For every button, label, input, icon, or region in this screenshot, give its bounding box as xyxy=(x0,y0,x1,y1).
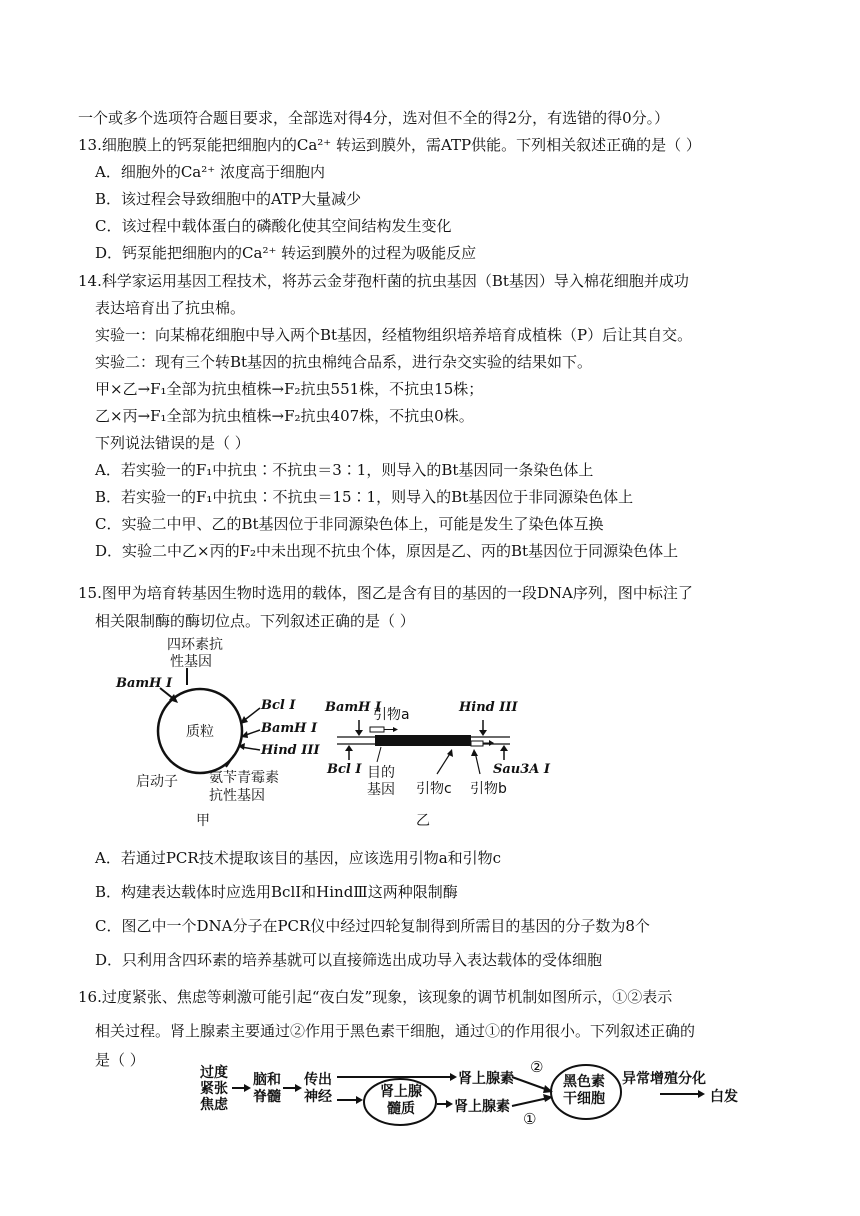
q14-experiment1: 实验一：向某棉花细胞中导入两个Bt基因，经植物组织培养培育成植株（P）后让其自交。 xyxy=(95,326,693,344)
dna-hindiii-label: Hind III xyxy=(459,700,518,715)
q15-option-c: C．图乙中一个DNA分子在PCR仪中经过四轮复制得到所需目的基因的分子数为8个 xyxy=(95,917,650,935)
q14-option-d: D．实验二中乙×丙的F₂中未出现不抗虫个体，原因是乙、丙的Bt基因位于同源染色体上 xyxy=(95,542,679,560)
q14-stem-line2: 表达培育出了抗虫棉。 xyxy=(95,299,246,317)
flow-nerve-2: 神经 xyxy=(304,1089,332,1105)
dna-primer-a-label: 引物a xyxy=(373,707,410,723)
flow-brain-2: 脊髓 xyxy=(253,1089,281,1105)
primer-b-shape xyxy=(471,741,483,746)
figure-dna-segment xyxy=(325,690,565,835)
q14-option-a: A．若实验一的F₁中抗虫∶不抗虫＝3∶1，则导入的Bt基因同一条染色体上 xyxy=(95,461,594,479)
flow-nerve xyxy=(304,1072,332,1106)
q13-option-a: A．细胞外的Ca²⁺ 浓度高于细胞内 xyxy=(95,163,325,181)
q14-option-b: B．若实验一的F₁中抗虫∶不抗虫＝15∶1，则导入的Bt基因位于非同源染色体上 xyxy=(95,488,634,506)
flow-stem-cell-1: 黑色素 xyxy=(563,1074,605,1090)
q14-cross2: 乙×丙→F₁全部为抗虫植株→F₂抗虫407株，不抗虫0株。 xyxy=(95,407,474,425)
flow-medulla-2: 髓质 xyxy=(387,1101,415,1117)
flow-white-hair: 白发 xyxy=(710,1089,738,1105)
q15-option-d: D．只利用含四环素的培养基就可以直接筛选出成功导入表达载体的受体细胞 xyxy=(95,951,603,969)
dna-bamhi-label: BamH I xyxy=(325,700,382,715)
q16-stem-line3: 是（ ） xyxy=(95,1051,145,1069)
figure-white-hair-flow xyxy=(190,1060,750,1140)
q14-stem-line1: 14.科学家运用基因工程技术，将苏云金芽孢杆菌的抗虫基因（Bt基因）导入棉花细胞并成功 xyxy=(78,272,689,290)
primer-a-shape xyxy=(370,727,384,732)
plasmid-amp-label-2: 抗性基因 xyxy=(209,788,265,804)
flow-medulla-1: 肾上腺 xyxy=(380,1084,422,1100)
dna-gene-label-2: 基因 xyxy=(367,782,395,798)
dna-primer-c-label: 引物c xyxy=(416,781,452,797)
q14-ask: 下列说法错误的是（ ） xyxy=(95,434,250,452)
plasmid-promoter-label: 启动子 xyxy=(136,774,178,790)
flow-stimulus-1: 过度 xyxy=(200,1065,228,1081)
amp-pointer-line xyxy=(226,755,234,767)
flow-nerve-1: 传出 xyxy=(304,1072,332,1088)
flow-abnormal: 异常增殖分化 xyxy=(622,1071,706,1087)
flow-brain xyxy=(253,1072,281,1106)
plasmid-bamhi-label: BamH I xyxy=(116,676,173,691)
flow-medulla xyxy=(380,1084,422,1118)
q13-option-b: B．该过程会导致细胞中的ATP大量减少 xyxy=(95,190,362,208)
plasmid-bamhi2-label: BamH I xyxy=(261,721,318,736)
primer-c-shape xyxy=(453,741,465,746)
flow-epinephrine-bottom: 肾上腺素 xyxy=(454,1099,510,1115)
flow-stimulus-2: 紧张 xyxy=(200,1081,228,1097)
figure-yi-caption: 乙 xyxy=(416,813,430,829)
q13-stem: 13.细胞膜上的钙泵能把细胞内的Ca²⁺ 转运到膜外，需ATP供能。下列相关叙述正确的是（ ） xyxy=(78,136,701,154)
section-instruction: 一个或多个选项符合题目要求，全部选对得4分，选对但不全的得2分，有选错的得0分。） xyxy=(78,109,670,127)
dna-gene-label-1: 目的 xyxy=(367,765,395,781)
flow-stimulus-3: 焦虑 xyxy=(200,1097,228,1113)
flow-stem-cell-2: 干细胞 xyxy=(563,1091,605,1107)
dna-bcli-label: Bcl I xyxy=(327,762,362,777)
q13-option-c: C．该过程中载体蛋白的磷酸化使其空间结构发生变化 xyxy=(95,217,452,235)
plasmid-bcli-label: Bcl I xyxy=(261,698,296,713)
q14-option-c: C．实验二中甲、乙的Bt基因位于非同源染色体上，可能是发生了染色体互换 xyxy=(95,515,604,533)
plasmid-tet-label-1: 四环素抗 xyxy=(167,637,223,653)
flow-epinephrine-top: 肾上腺素 xyxy=(458,1071,514,1087)
q15-option-b: B．构建表达载体时应选用BclⅠ和HindⅢ这两种限制酶 xyxy=(95,883,458,901)
dna-sau3ai-label: Sau3A I xyxy=(493,762,551,777)
q15-option-a: A．若通过PCR技术提取该目的基因，应该选用引物a和引物c xyxy=(95,849,502,867)
q14-experiment2: 实验二：现有三个转Bt基因的抗虫棉纯合品系，进行杂交实验的结果如下。 xyxy=(95,353,593,371)
flow-brain-1: 脑和 xyxy=(253,1072,281,1088)
q13-option-d: D．钙泵能把细胞内的Ca²⁺ 转运到膜外的过程为吸能反应 xyxy=(95,244,477,262)
flow-stem-cell xyxy=(563,1074,605,1108)
plasmid-center-label: 质粒 xyxy=(186,724,214,740)
q14-cross1: 甲×乙→F₁全部为抗虫植株→F₂抗虫551株，不抗虫15株； xyxy=(95,380,484,398)
dna-primer-b-label: 引物b xyxy=(470,781,507,797)
flow-mark-2: ② xyxy=(530,1058,544,1076)
flow-mark-1: ① xyxy=(523,1110,537,1128)
q15-stem-line2: 相关限制酶的酶切位点。下列叙述正确的是（ ） xyxy=(95,612,415,630)
plasmid-tet-label-2: 性基因 xyxy=(170,654,212,670)
q16-stem-line2: 相关过程。肾上腺素主要通过②作用于黑色素干细胞，通过①的作用很小。下列叙述正确的 xyxy=(95,1022,696,1040)
plasmid-hindiii-label: Hind III xyxy=(261,743,320,758)
q15-stem-line1: 15.图甲为培育转基因生物时选用的载体，图乙是含有目的基因的一段DNA序列，图中标注了 xyxy=(78,584,693,602)
flow-stimulus xyxy=(200,1065,228,1113)
plasmid-amp-label-1: 氨苄青霉素 xyxy=(209,770,279,786)
q16-stem-line1: 16.过度紧张、焦虑等刺激可能引起“夜白发”现象，该现象的调节机制如图所示，①②表示 xyxy=(78,988,673,1006)
figure-jia-caption: 甲 xyxy=(196,813,210,829)
figure-plasmid xyxy=(110,630,320,835)
